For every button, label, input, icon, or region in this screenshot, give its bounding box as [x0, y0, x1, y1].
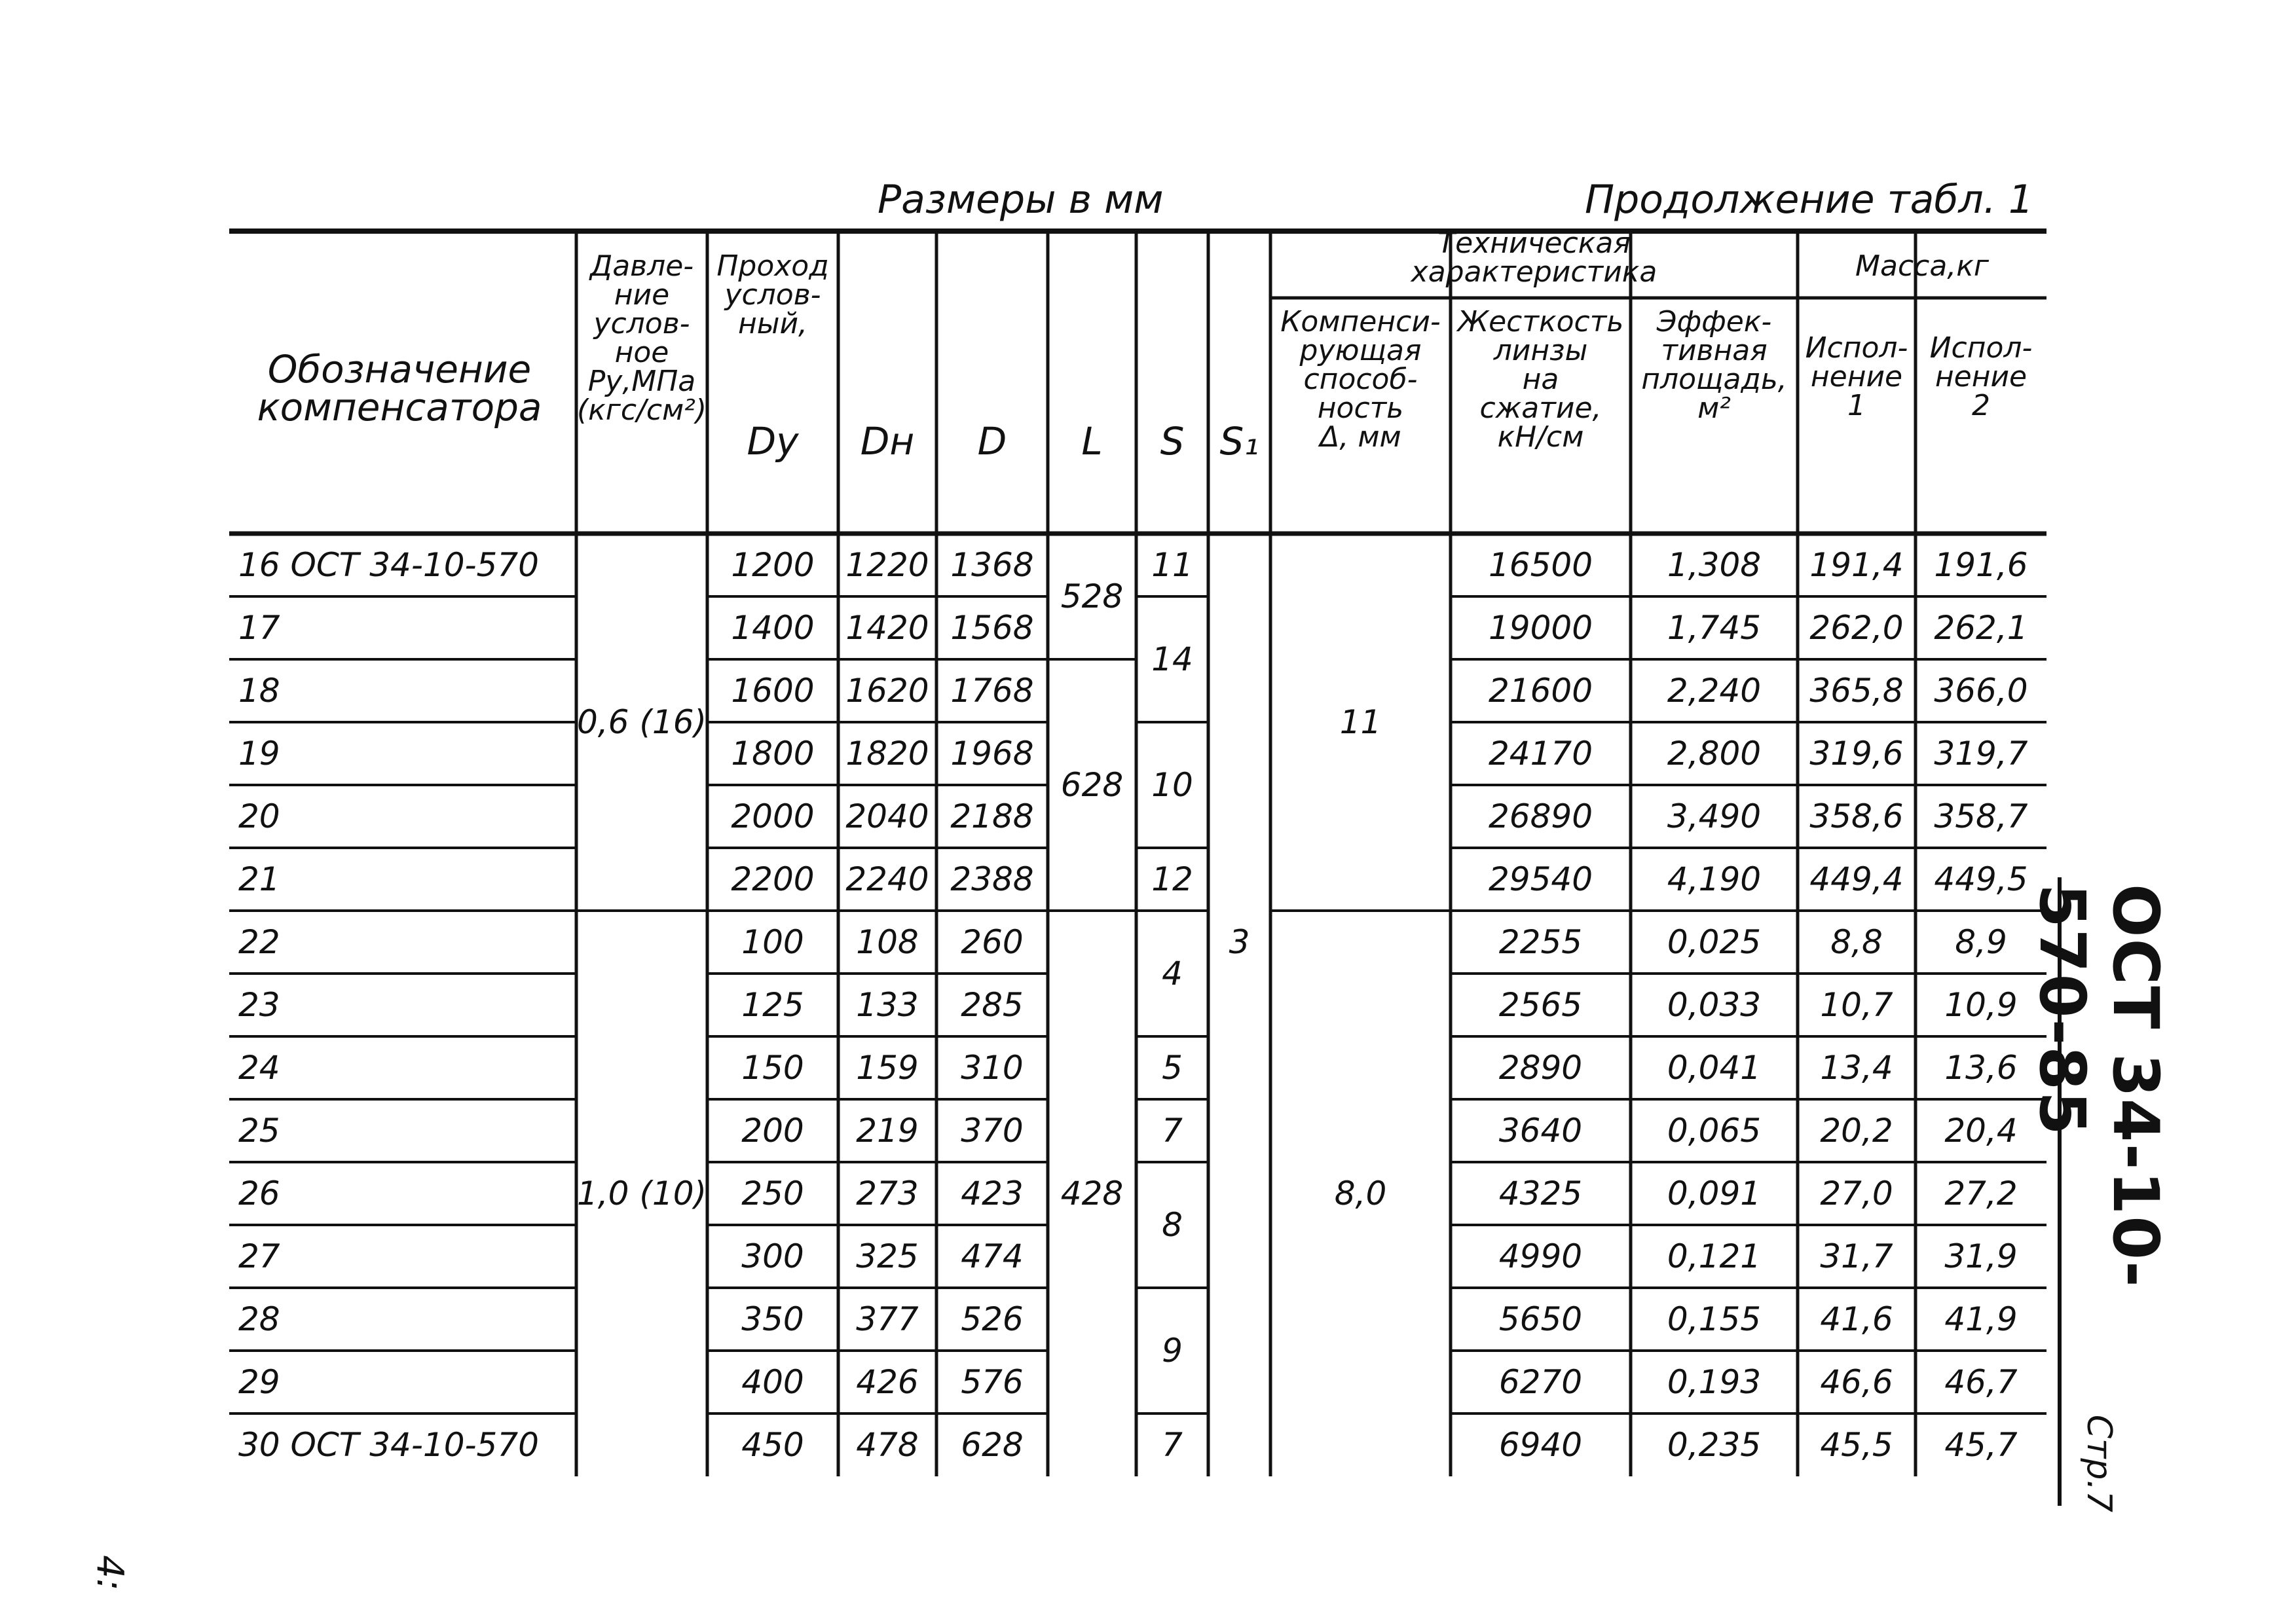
dn-cell: 325: [856, 1237, 919, 1275]
d-cell: 1568: [950, 609, 1034, 647]
effective-area-cell: 1,745: [1667, 609, 1762, 647]
hdr-bore-line: ный,: [737, 307, 808, 340]
d-cell: 1768: [950, 672, 1034, 710]
stiffness-cell: 24170: [1488, 735, 1593, 773]
effective-area-cell: 3,490: [1667, 797, 1762, 835]
l-cell: 528: [1060, 577, 1124, 615]
stiffness-cell: 21600: [1488, 672, 1593, 710]
s-cell: 8: [1162, 1206, 1183, 1244]
hdr-bore-line: Проход: [716, 249, 829, 283]
dy-cell: 100: [741, 923, 804, 961]
hdr-stiff-line: сжатие,: [1479, 392, 1602, 425]
mass-v1-cell: 41,6: [1820, 1300, 1893, 1338]
hdr-area-line: Эффек-: [1656, 305, 1772, 338]
page-title: Размеры в мм: [878, 177, 1164, 223]
mass-v1-cell: 365,8: [1809, 672, 1904, 710]
hdr-bore-line: услов-: [724, 278, 821, 312]
dn-cell: 219: [856, 1112, 919, 1150]
effective-area-cell: 0,033: [1667, 986, 1762, 1024]
hdr-comp-line: Компенси-: [1280, 305, 1441, 338]
hdr-m1-line: Испол-: [1805, 331, 1908, 365]
effective-area-cell: 0,041: [1667, 1049, 1762, 1087]
mass-v1-cell: 449,4: [1809, 860, 1904, 898]
designation-cell: 28: [238, 1300, 280, 1338]
d-cell: 2388: [950, 860, 1034, 898]
stiffness-cell: 6270: [1498, 1363, 1583, 1401]
dn-cell: 1420: [845, 609, 929, 647]
d-cell: 576: [961, 1363, 1024, 1401]
effective-area-cell: 0,025: [1667, 923, 1762, 961]
dy-cell: 150: [741, 1049, 804, 1087]
s-cell: 9: [1162, 1332, 1183, 1370]
dn-cell: 426: [856, 1363, 919, 1401]
d-cell: 310: [961, 1049, 1024, 1087]
s-cell: 14: [1151, 640, 1193, 678]
designation-cell: 27: [238, 1237, 280, 1275]
stiffness-cell: 19000: [1488, 609, 1593, 647]
compensating-cell: 11: [1339, 703, 1382, 741]
mass-v2-header: [1916, 331, 2046, 422]
mass-v1-cell: 8,8: [1830, 923, 1883, 961]
mass-v2-cell: 13,6: [1944, 1049, 2018, 1087]
dn-cell: 273: [856, 1175, 919, 1213]
mass-v1-cell: 45,5: [1820, 1426, 1893, 1464]
stiffness-cell: 4325: [1498, 1175, 1583, 1213]
stiffness-cell: 26890: [1488, 797, 1593, 835]
hdr-stiff-line: на: [1522, 363, 1559, 396]
effective-area-cell: 0,121: [1667, 1237, 1762, 1275]
d-cell: 1368: [950, 546, 1034, 584]
s-cell: 4: [1162, 955, 1183, 993]
hdr-tech-line: характеристика: [1411, 255, 1657, 289]
d-cell: 628: [961, 1426, 1024, 1464]
hdr-area-line: площадь,: [1641, 363, 1787, 396]
dy-cell: 350: [741, 1300, 804, 1338]
pressure-cell: 1,0 (10): [576, 1175, 707, 1213]
mass-v1-cell: 262,0: [1809, 609, 1904, 647]
designation-cell: 19: [238, 735, 280, 773]
stiffness-cell: 2890: [1498, 1049, 1583, 1087]
compensator-table: [229, 226, 2046, 1483]
s1-cell: 3: [1229, 923, 1250, 961]
mass-v2-cell: 20,4: [1944, 1112, 2018, 1150]
stiffness-cell: 3640: [1498, 1112, 1583, 1150]
mass-v2-cell: 191,6: [1934, 546, 2028, 584]
designation-cell: 24: [238, 1049, 280, 1087]
dy-cell: 2000: [731, 797, 815, 835]
dy-cell: 1400: [731, 609, 815, 647]
l-header: L: [1081, 419, 1103, 464]
d-cell: 526: [961, 1300, 1024, 1338]
designation-cell: 23: [238, 986, 280, 1024]
designation-cell: 21: [238, 860, 280, 898]
mass-v2-cell: 449,5: [1934, 860, 2028, 898]
dn-cell: 2040: [845, 797, 929, 835]
tech-group-header: [1270, 229, 1798, 287]
dy-cell: 200: [741, 1112, 804, 1150]
d-cell: 285: [961, 986, 1024, 1024]
effective-area-cell: 0,155: [1667, 1300, 1762, 1338]
d-cell: 423: [961, 1175, 1024, 1213]
hdr-pressure-line: ние: [614, 278, 670, 312]
hdr-m1-line: нение: [1810, 360, 1903, 393]
l-cell: 428: [1060, 1175, 1124, 1213]
effective-area-cell: 1,308: [1667, 546, 1762, 584]
dn-cell: 133: [856, 986, 919, 1024]
mass-v1-cell: 13,4: [1820, 1049, 1893, 1087]
designation-cell: 18: [238, 672, 280, 710]
designation-cell: 29: [238, 1363, 280, 1401]
designation-cell: 20: [238, 797, 280, 835]
effective-area-cell: 0,091: [1667, 1175, 1762, 1213]
mass-v2-cell: 31,9: [1944, 1237, 2018, 1275]
dn-cell: 1820: [845, 735, 929, 773]
mass-v2-cell: 27,2: [1944, 1175, 2018, 1213]
hdr-m2-line: нение: [1935, 360, 2028, 393]
designation-cell: 16 ОСТ 34-10-570: [238, 546, 539, 584]
hdr-comp-line: Δ, мм: [1320, 420, 1401, 454]
dy-cell: 125: [741, 986, 804, 1024]
dy-cell: 250: [741, 1175, 804, 1213]
mass-v1-cell: 358,6: [1809, 797, 1904, 835]
hdr-m1-line: 1: [1847, 389, 1866, 422]
dn-header: Dн: [860, 419, 915, 464]
effective-area-cell: 2,240: [1667, 672, 1762, 710]
compensating-header: [1270, 305, 1451, 454]
s-cell: 5: [1162, 1049, 1183, 1087]
hdr-area-line: м²: [1697, 392, 1731, 425]
dn-cell: 478: [856, 1426, 919, 1464]
s-header: S: [1160, 419, 1185, 464]
d-header: D: [977, 419, 1007, 464]
s-cell: 12: [1151, 860, 1193, 898]
hdr-area-line: тивная: [1661, 334, 1768, 367]
stiffness-cell: 16500: [1488, 546, 1593, 584]
s1-header: S₁: [1219, 419, 1259, 464]
mass-v1-cell: 191,4: [1809, 546, 1904, 584]
mass-v2-cell: 45,7: [1944, 1426, 2018, 1464]
dn-cell: 1620: [845, 672, 929, 710]
dy-cell: 1200: [731, 546, 815, 584]
dy-cell: 2200: [731, 860, 815, 898]
page-number: Стр.7: [2079, 1414, 2119, 1512]
dy-cell: 1800: [731, 735, 815, 773]
bore-symbol-header: Dу: [747, 419, 799, 464]
hdr-comp-line: рующая: [1299, 334, 1422, 367]
bore-header: [707, 249, 838, 340]
dn-cell: 108: [856, 923, 919, 961]
dn-cell: 159: [856, 1049, 919, 1087]
hdr-pressure-line: ное: [614, 336, 669, 369]
stiffness-cell: 4990: [1498, 1237, 1583, 1275]
mass-v2-cell: 8,9: [1955, 923, 2007, 961]
dn-cell: 2240: [845, 860, 929, 898]
effective-area-cell: 0,193: [1667, 1363, 1762, 1401]
corner-mark: 4:: [88, 1555, 131, 1591]
dn-cell: 377: [856, 1300, 919, 1338]
hdr-m2-line: 2: [1972, 389, 1990, 422]
stiffness-cell: 2565: [1498, 986, 1583, 1024]
mass-v1-cell: 319,6: [1809, 735, 1904, 773]
mass-v2-cell: 41,9: [1944, 1300, 2018, 1338]
dy-cell: 1600: [731, 672, 815, 710]
designation-cell: 30 ОСТ 34-10-570: [238, 1426, 539, 1464]
effective-area-header: [1631, 305, 1798, 425]
hdr-comp-line: ность: [1317, 392, 1404, 425]
stiffness-cell: 5650: [1498, 1300, 1583, 1338]
mass-v2-cell: 366,0: [1934, 672, 2028, 710]
l-cell: 628: [1060, 766, 1124, 804]
hdr-pressure-line: Pу,МПа: [587, 365, 696, 398]
mass-v2-cell: 262,1: [1934, 609, 2028, 647]
mass-v1-cell: 20,2: [1820, 1112, 1893, 1150]
s-cell: 7: [1162, 1426, 1183, 1464]
effective-area-cell: 2,800: [1667, 735, 1762, 773]
designation-header-label: Обозначение компенсатора: [257, 347, 542, 429]
dn-cell: 1220: [845, 546, 929, 584]
mass-v1-cell: 46,6: [1820, 1363, 1893, 1401]
mass-v1-cell: 10,7: [1820, 986, 1893, 1024]
designation-header: [229, 347, 570, 429]
hdr-pressure-line: Давле-: [589, 249, 694, 283]
table-continuation-note: Продолжение табл. 1: [1585, 177, 2034, 223]
hdr-stiff-line: Жесткость: [1457, 305, 1624, 338]
standard-stamp: [2026, 884, 2172, 1512]
effective-area-cell: 4,190: [1667, 860, 1762, 898]
s-cell: 10: [1151, 766, 1193, 804]
mass-v2-cell: 358,7: [1934, 797, 2028, 835]
hdr-tech-line: Техническая: [1437, 227, 1631, 260]
d-cell: 2188: [950, 797, 1034, 835]
pressure-cell: 0,6 (16): [576, 703, 707, 741]
stiffness-header: [1451, 305, 1631, 454]
pressure-header: [576, 249, 707, 427]
effective-area-cell: 0,065: [1667, 1112, 1762, 1150]
compensating-cell: 8,0: [1334, 1175, 1387, 1213]
hdr-pressure-line: услов-: [593, 307, 690, 340]
stiffness-cell: 29540: [1488, 860, 1593, 898]
mass-v1-cell: 31,7: [1820, 1237, 1893, 1275]
hdr-comp-line: способ-: [1303, 363, 1418, 396]
designation-cell: 26: [238, 1175, 280, 1213]
hdr-stiff-line: кН/см: [1497, 420, 1584, 454]
s-cell: 11: [1151, 546, 1193, 584]
stiffness-cell: 6940: [1498, 1426, 1583, 1464]
designation-cell: 22: [238, 923, 280, 961]
s-cell: 7: [1162, 1112, 1183, 1150]
dy-cell: 300: [741, 1237, 804, 1275]
hdr-m2-line: Испол-: [1929, 331, 2033, 365]
mass-v2-cell: 46,7: [1944, 1363, 2018, 1401]
d-cell: 1968: [950, 735, 1034, 773]
dy-cell: 400: [741, 1363, 804, 1401]
stiffness-cell: 2255: [1498, 923, 1583, 961]
d-cell: 370: [961, 1112, 1024, 1150]
mass-v2-cell: 10,9: [1944, 986, 2018, 1024]
mass-v1-header: [1798, 331, 1916, 422]
standard-number: ОСТ 34-10-570-85: [2026, 884, 2172, 1288]
dy-cell: 450: [741, 1426, 804, 1464]
mass-v2-cell: 319,7: [1934, 735, 2028, 773]
hdr-stiff-line: линзы: [1493, 334, 1588, 367]
hdr-pressure-line: (кгс/см²): [576, 393, 707, 427]
d-cell: 474: [961, 1237, 1024, 1275]
designation-cell: 25: [238, 1112, 280, 1150]
effective-area-cell: 0,235: [1667, 1426, 1762, 1464]
mass-group-header: Масса,кг: [1855, 249, 1989, 283]
designation-cell: 17: [238, 609, 280, 647]
mass-v1-cell: 27,0: [1820, 1175, 1893, 1213]
d-cell: 260: [961, 923, 1024, 961]
